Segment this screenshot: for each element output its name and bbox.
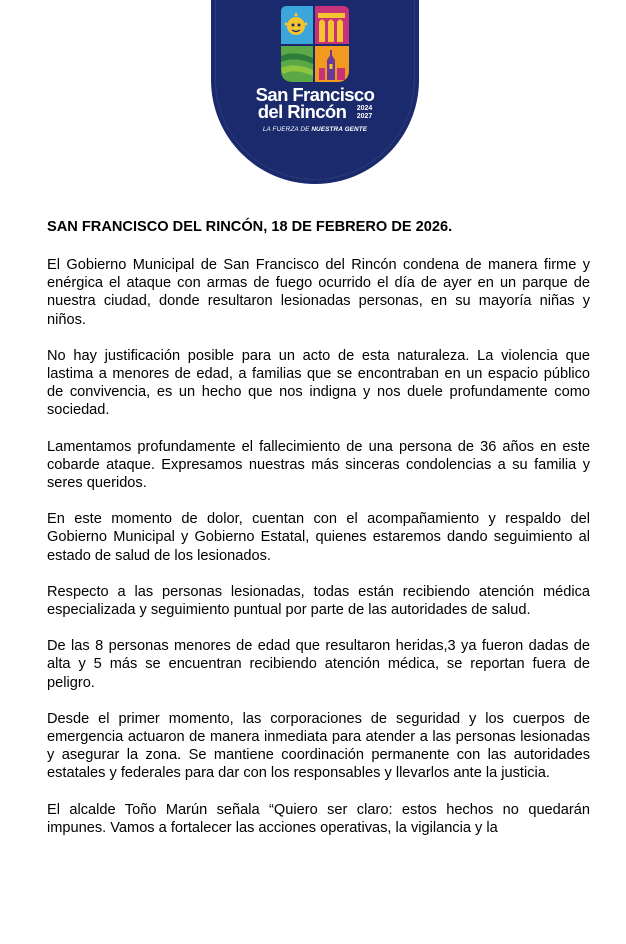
brand-name: [211, 86, 419, 120]
brand-name-line2-wrap: [258, 103, 373, 120]
paragraph: De las 8 personas menores de edad que resultaron heridas,3 ya fueron dadas de alta y 5 más se encuentran recibiendo atención médica, se reportan fuera de peligro.: [47, 638, 590, 691]
municipal-logo-badge: [211, 0, 419, 184]
brand-name-line2: del Rincón: [257, 101, 347, 122]
city-emblem-icon: [275, 4, 355, 86]
paragraph: El Gobierno Municipal de San Francisco del Rincón condena de manera firme y enérgica el ataque con armas de fuego ocurrido el día de ayer en un parque de nuestra ciudad, donde resultaron lesionadas personas, en su mayoría niñas y niños.: [47, 257, 590, 328]
press-release-body: [47, 218, 590, 855]
brand-name-line1: San Francisco: [255, 84, 375, 105]
year-start: 2024: [356, 105, 373, 112]
paragraph: El alcalde Toño Marún señala “Quiero ser claro: estos hechos no quedarán impunes. Vamos a fortalecer las acciones operativas, la vigilancia y la: [47, 801, 590, 836]
paragraph: Respecto a las personas lesionadas, todas están recibiendo atención médica especializada y seguimiento puntual por parte de las autoridades de salud.: [47, 583, 590, 619]
brand-tagline: [211, 126, 419, 133]
year-end: 2027: [356, 112, 373, 120]
dateline-heading: SAN FRANCISCO DEL RINCÓN, 18 DE FEBRERO DE 2026.: [47, 219, 453, 235]
term-years: [357, 105, 373, 120]
paragraph: No hay justificación posible para un acto de esta naturaleza. La violencia que lastima a menores de edad, a familias que se encontraban en un espacio público de convivencia, es un hecho que nos indigna y nos duele profundamente como sociedad.: [47, 347, 590, 419]
tagline-prefix: LA FUERZA DE: [262, 126, 310, 133]
paragraph: En este momento de dolor, cuentan con el acompañamiento y respaldo del Gobierno Municipal y Gobierno Estatal, quienes estaremos dando seguimiento al estado de salud de los lesionados.: [47, 511, 590, 564]
paragraph: Desde el primer momento, las corporaciones de seguridad y los cuerpos de emergencia actuaron de manera inmediata para atender a las personas lesionadas y asegurar la zona. Se mantiene coordinación permanente con las autoridades estatales y federales para dar con los responsables y llevarlos ante la justicia.: [47, 710, 590, 782]
tagline-bold: NUESTRA GENTE: [311, 126, 368, 133]
paragraph: Lamentamos profundamente el fallecimiento de una persona de 36 años en este cobarde ataque. Expresamos nuestras más sinceras condolencias a su familia y seres queridos.: [47, 438, 590, 492]
